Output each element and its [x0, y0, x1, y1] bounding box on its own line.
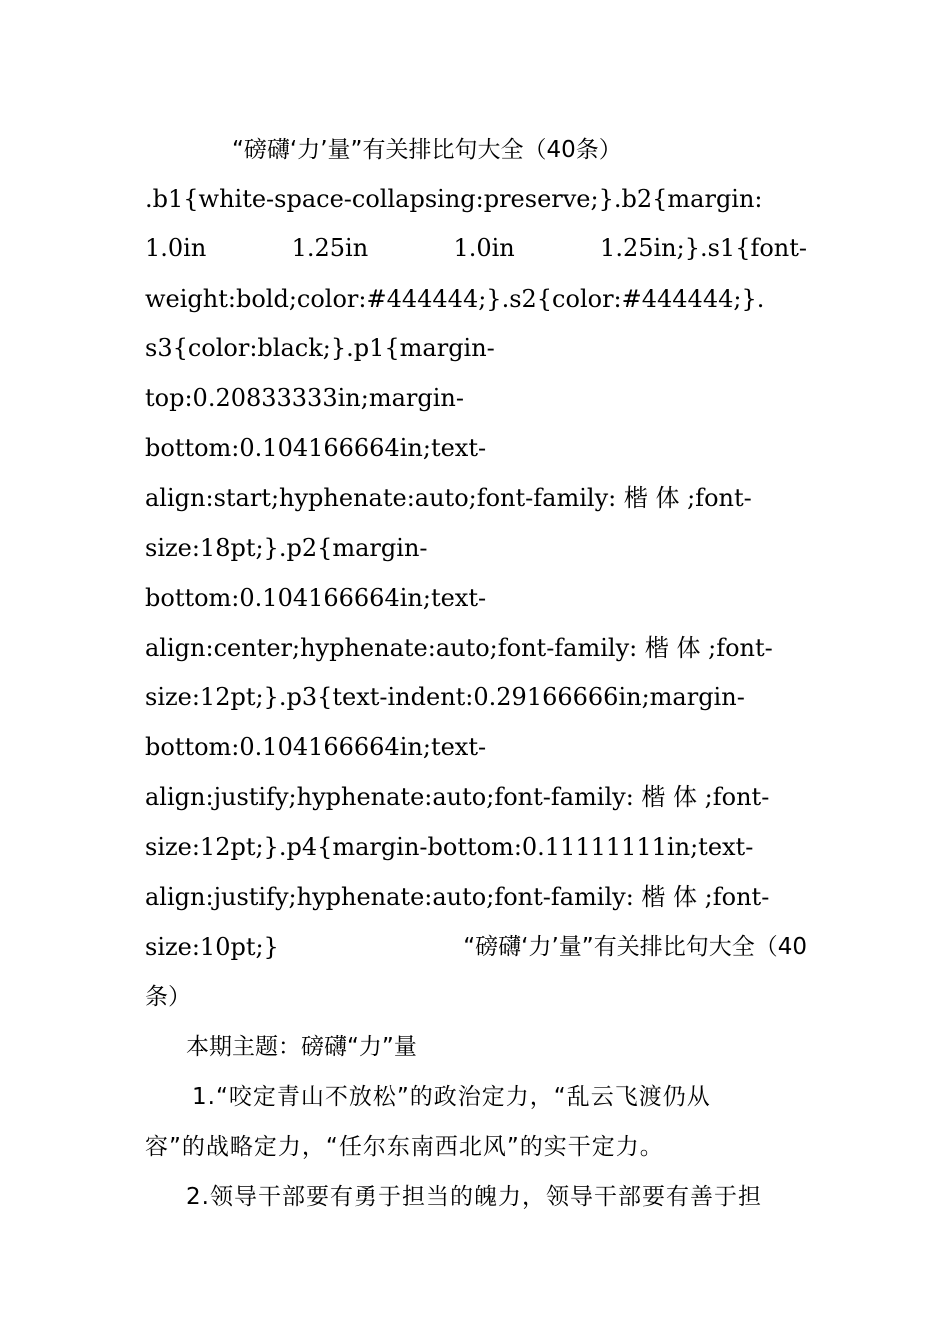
css-line: align:start;hyphenate:auto;font-family: 楷 体 ;font-	[145, 484, 752, 512]
css-line: bottom:0.104166664in;text-	[145, 584, 487, 612]
css-line: weight:bold;color:#444444;}.s2{color:#444444;}.	[145, 285, 765, 313]
css-line: size:18pt;}.p2{margin-	[145, 534, 428, 562]
css-line: top:0.20833333in;margin-	[145, 384, 464, 412]
css-line: size:12pt;}.p3{text-indent:0.29166666in;margin-	[145, 683, 745, 711]
css-line: .b1{white-space-collapsing:preserve;}.b2{margin:	[145, 185, 763, 213]
css-token: size:10pt;}	[145, 933, 279, 961]
css-token: 1.0in	[145, 234, 207, 262]
css-line: s3{color:black;}.p1{margin-	[145, 334, 495, 362]
title-end: 条）	[145, 984, 191, 1010]
css-line: align:center;hyphenate:auto;font-family: 楷 体 ;font-	[145, 634, 773, 662]
css-line: align:justify;hyphenate:auto;font-family: 楷 体 ;font-	[145, 883, 770, 911]
list-item-2: 2.领导干部要有勇于担当的魄力，领导干部要有善于担	[186, 1184, 762, 1210]
repeated-title: “磅礴‘力’量”有关排比句大全（40	[463, 934, 807, 960]
css-token: 1.25in	[291, 234, 369, 262]
css-token: 1.0in	[453, 234, 515, 262]
css-line: bottom:0.104166664in;text-	[145, 733, 487, 761]
list-item-1: 1.“咬定青山不放松”的政治定力，“乱云飞渡仍从	[192, 1084, 711, 1110]
css-margins-line	[145, 232, 807, 264]
css-size-line	[145, 931, 807, 963]
document-title: “磅礴‘力’量”有关排比句大全（40条）	[232, 137, 622, 163]
css-line: bottom:0.104166664in;text-	[145, 434, 487, 462]
css-line: size:12pt;}.p4{margin-bottom:0.11111111in;text-	[145, 833, 754, 861]
topic-heading: 本期主题：磅礴“力”量	[186, 1034, 417, 1060]
list-item-1-cont: 容”的战略定力，“任尔东南西北风”的实干定力。	[145, 1134, 664, 1160]
css-line: align:justify;hyphenate:auto;font-family: 楷 体 ;font-	[145, 783, 770, 811]
css-token: 1.25in;}.s1{font-	[600, 234, 807, 262]
